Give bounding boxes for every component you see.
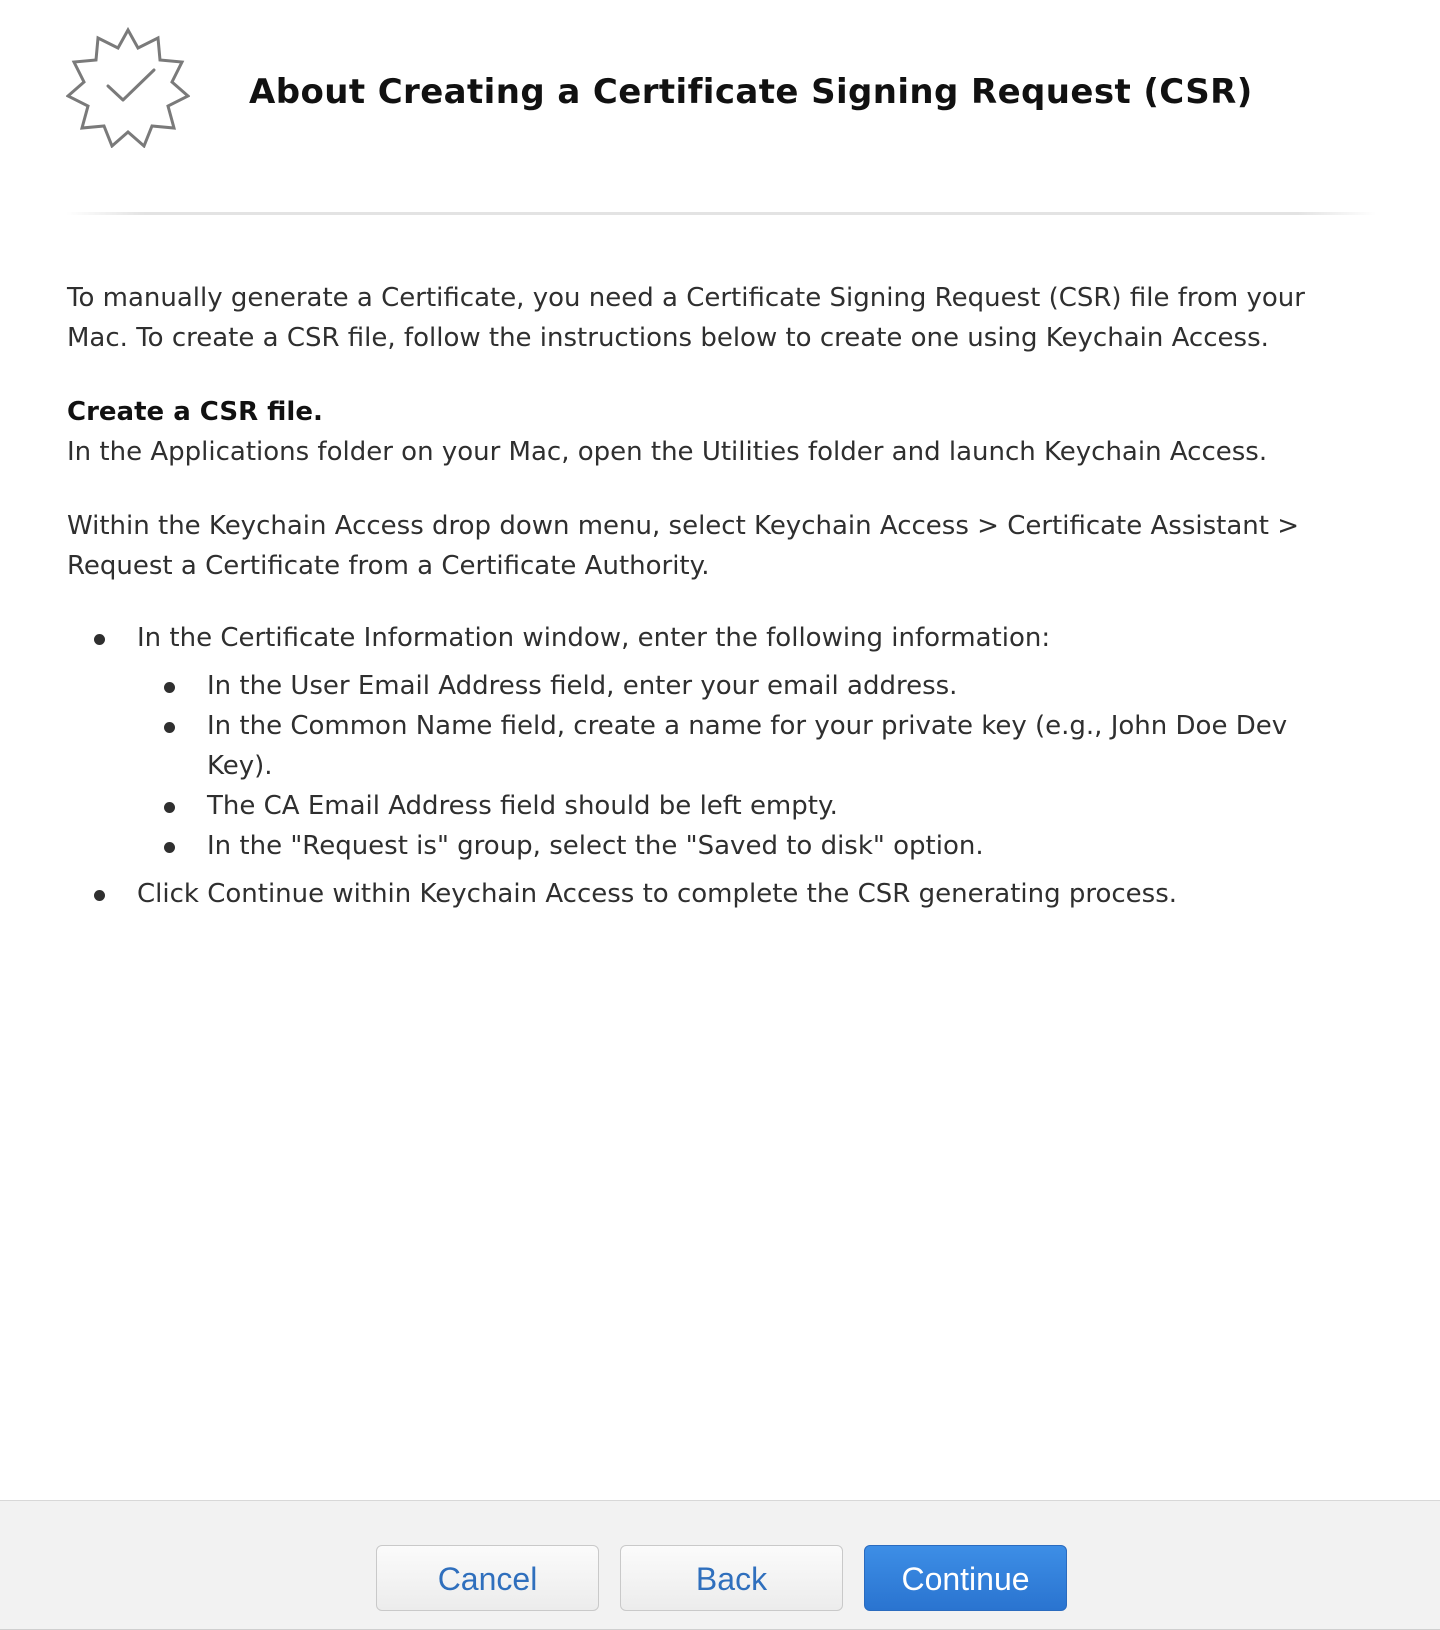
intro-paragraph: To manually generate a Certificate, you need a Certificate Signing Request (CSR) file from your Mac. To create a CSR file, follow the instructions below to create one using Keychain Access. <box>67 283 1305 353</box>
header <box>0 0 1440 200</box>
button-bar <box>0 1500 1440 1630</box>
list-item: In the "Request is" group, select the "Saved to disk" option. <box>137 826 1347 866</box>
list-item: The CA Email Address field should be left empty. <box>137 786 1347 826</box>
certificate-badge-icon <box>66 26 190 148</box>
instructions <box>67 278 1347 914</box>
section-heading: Create a CSR file. <box>67 397 323 427</box>
cancel-button[interactable]: Cancel <box>376 1545 599 1611</box>
continue-button[interactable]: Continue <box>864 1545 1067 1611</box>
list-item <box>67 618 1347 866</box>
steps-list <box>67 618 1347 914</box>
sub-steps-list <box>137 666 1347 866</box>
page-title: About Creating a Certificate Signing Request (CSR) <box>249 72 1253 112</box>
header-divider <box>66 212 1376 215</box>
step-open-keychain: In the Applications folder on your Mac, open the Utilities folder and launch Keychain Access. <box>67 437 1268 467</box>
list-item: In the User Email Address field, enter your email address. <box>137 666 1347 706</box>
list-item: In the Common Name field, create a name for your private key (e.g., John Doe Dev Key). <box>137 706 1347 786</box>
list-item-text: Click Continue within Keychain Access to complete the CSR generating process. <box>137 879 1178 909</box>
step-keychain-menu: Within the Keychain Access drop down menu, select Keychain Access > Certificate Assistant > Request a Certificate from a Certificate Authority. <box>67 511 1300 581</box>
back-button[interactable]: Back <box>620 1545 843 1611</box>
list-item <box>67 874 1347 914</box>
list-item-text: In the Certificate Information window, enter the following information: <box>137 623 1051 653</box>
